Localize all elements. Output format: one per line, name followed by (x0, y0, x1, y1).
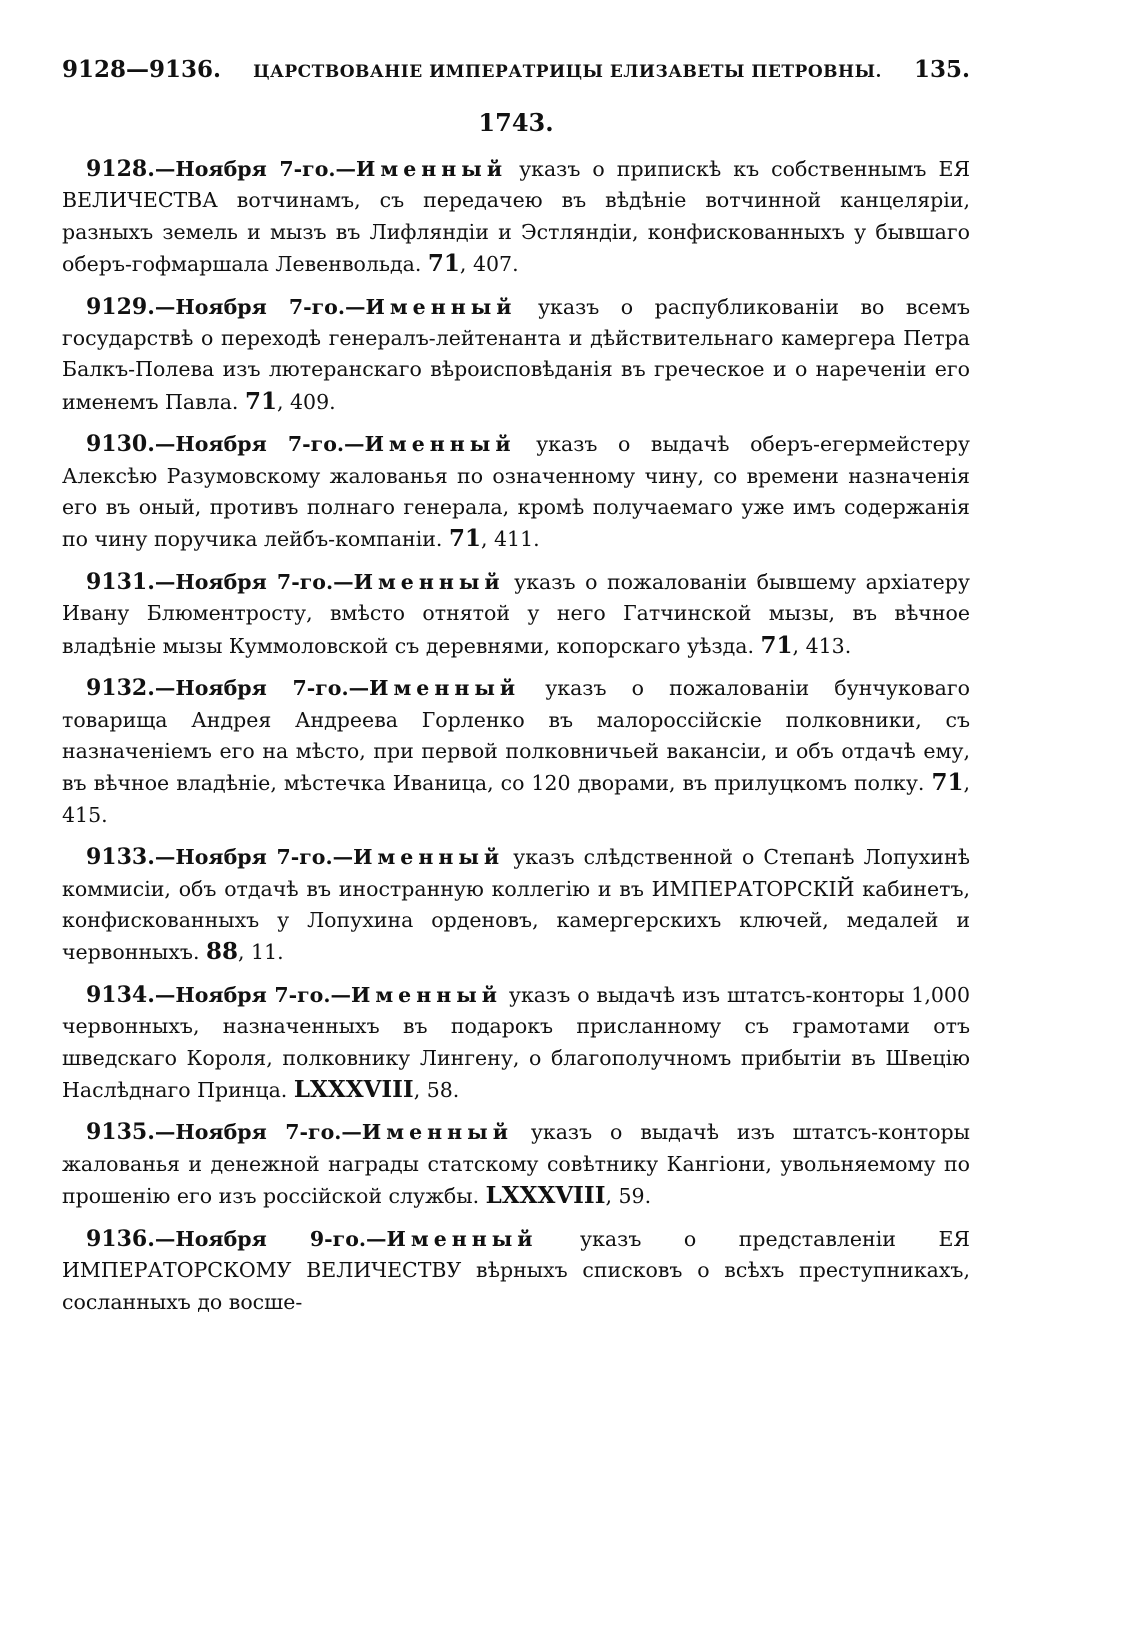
entry-number: 9128. (86, 156, 155, 182)
decree-kind: Именный (361, 1120, 513, 1145)
entry-date: —Ноября 7-го.— (154, 294, 366, 319)
page (62, 56, 970, 1319)
entry-text: указъ о выдачѣ оберъ-егермейстеру Алексѣю Разумовскому жалованья по означенному чину, со времени назначенія его въ оный, противъ полнаго генерала, кромѣ получаемаго уже имъ содержанія по чину поручика лейбъ-компаніи. (62, 432, 970, 552)
entry-number: 9129. (86, 293, 155, 320)
page-ref: , 11. (238, 940, 284, 965)
entry-date: —Ноября 9-го.— (154, 1226, 387, 1251)
volume-ref: 71 (427, 250, 460, 278)
running-header (62, 56, 970, 96)
decree-entry (62, 842, 970, 969)
entry-range: 9128—9136. (62, 56, 222, 83)
entry-number: 9132. (86, 675, 155, 702)
entry-date: —Ноября 7-го.— (154, 1120, 362, 1145)
decree-kind: Именный (365, 294, 517, 319)
decree-entry (62, 1224, 970, 1319)
entry-text: указъ слѣдственной о Степанѣ Лопухинѣ коммисіи, объ отдачѣ въ иностранную коллегію и въ ИМПЕРАТОРСКІЙ кабинетъ, конфискованныхъ у Лопухина орденовъ, камергерскихъ ключей, медалей и червонныхъ. (62, 845, 970, 965)
decree-kind: Именный (364, 432, 516, 457)
decree-entry (62, 429, 970, 556)
volume-ref: LXXXVIII (293, 1075, 414, 1103)
year-heading: 1743. (478, 108, 554, 137)
page-ref: , 413. (792, 633, 852, 658)
decree-entry (62, 154, 970, 281)
entry-date: —Ноября 7-го.— (154, 569, 354, 594)
volume-ref: 71 (931, 769, 964, 797)
page-number: 135. (913, 56, 970, 83)
entry-text: указъ о выдачѣ изъ штатсъ-конторы 1,000 червонныхъ, назначенныхъ въ подарокъ присланному съ грамотами отъ шведскаго Короля, полковнику Лингену, о благополучномъ прибытіи въ Швецію Наслѣднаго Принца. (62, 982, 970, 1102)
decree-kind: Именный (356, 157, 508, 181)
page-ref: , 59. (605, 1184, 652, 1209)
page-ref: , 407. (459, 252, 519, 277)
entry-number: 9133. (86, 844, 155, 871)
entry-number: 9131. (86, 568, 155, 595)
decree-kind: Именный (369, 676, 521, 701)
entry-date: —Ноября 7-го.— (154, 676, 370, 701)
entry-number: 9135. (86, 1119, 155, 1146)
decree-kind: Именный (386, 1226, 538, 1251)
entry-text: указъ о выдачѣ изъ штатсъ-конторы жалованья и денежной награды статскому совѣтнику Кангіони, увольняемому по прошенію его изъ россійской службы. (62, 1120, 970, 1209)
chapter-title: ЦАРСТВОВАНІЕ ИМПЕРАТРИЦЫ ЕЛИЗАВЕТЫ ПЕТРОВНЫ. (253, 62, 882, 82)
decree-entry (62, 567, 970, 662)
decree-kind: Именный (353, 845, 505, 870)
decree-entry (62, 292, 970, 419)
entry-date: —Ноября 7-го.— (154, 432, 365, 457)
page-ref: , 415. (62, 771, 970, 827)
decree-entry (62, 673, 970, 831)
entry-number: 9134. (86, 981, 155, 1008)
entry-date: —Ноября 7-го.— (154, 845, 354, 870)
entry-number: 9130. (86, 431, 155, 458)
volume-ref: LXXXVIII (485, 1182, 606, 1210)
entry-date: —Ноября 7-го.— (154, 157, 357, 181)
volume-ref: 71 (760, 631, 793, 659)
page-ref: , 411. (480, 527, 540, 552)
volume-ref: 88 (205, 938, 238, 966)
decree-kind: Именный (353, 569, 505, 594)
decree-entry (62, 1117, 970, 1212)
decree-kind: Именный (350, 982, 502, 1007)
entry-text: указъ о пожалованіи бунчуковаго товарища Андрея Андреева Горленко въ малороссійскіе полковники, съ назначеніемъ его на мѣсто, при первой полковничьей вакансіи, и объ отдачѣ ему, въ вѣчное владѣніе, мѣстечка Иваница, со 120 дворами, въ прилуцкомъ полку. (62, 676, 970, 796)
decree-entry (62, 980, 970, 1107)
entry-text: указъ о представленіи ЕЯ ИМПЕРАТОРСКОМУ ВЕЛИЧЕСТВУ вѣрныхъ списковъ о всѣхъ преступникахъ, сосланныхъ до восше- (62, 1226, 970, 1315)
page-ref: , 409. (276, 389, 336, 414)
entry-number: 9136. (86, 1225, 155, 1252)
page-ref: , 58. (413, 1077, 460, 1102)
entry-text: указъ о распубликованіи во всемъ государствѣ о переходѣ генералъ-лейтенанта и дѣйствительнаго камергера Петра Балкъ-Полева изъ лютеранскаго вѣроисповѣданія въ греческое и о нареченіи его именемъ Павла. (62, 294, 971, 414)
entry-text: указъ о пожалованіи бывшему архіатеру Ивану Блюментросту, вмѣсто отнятой у него Гатчинской мызы, въ вѣчное владѣніе мызы Куммоловской съ деревнями, копорскаго уѣзда. (62, 569, 970, 658)
volume-ref: 71 (448, 525, 481, 553)
entry-text: указъ о припискѣ къ собственнымъ ЕЯ ВЕЛИЧЕСТВА вотчинамъ, съ передачею въ вѣдѣніе вотчинной канцеляріи, разныхъ земель и мызъ въ Лифляндіи и Эстляндіи, конфискованныхъ у бывшаго оберъ-гофмаршала Левенвольда. (62, 157, 971, 277)
volume-ref: 71 (244, 387, 277, 415)
entry-date: —Ноября 7-го.— (154, 982, 351, 1007)
